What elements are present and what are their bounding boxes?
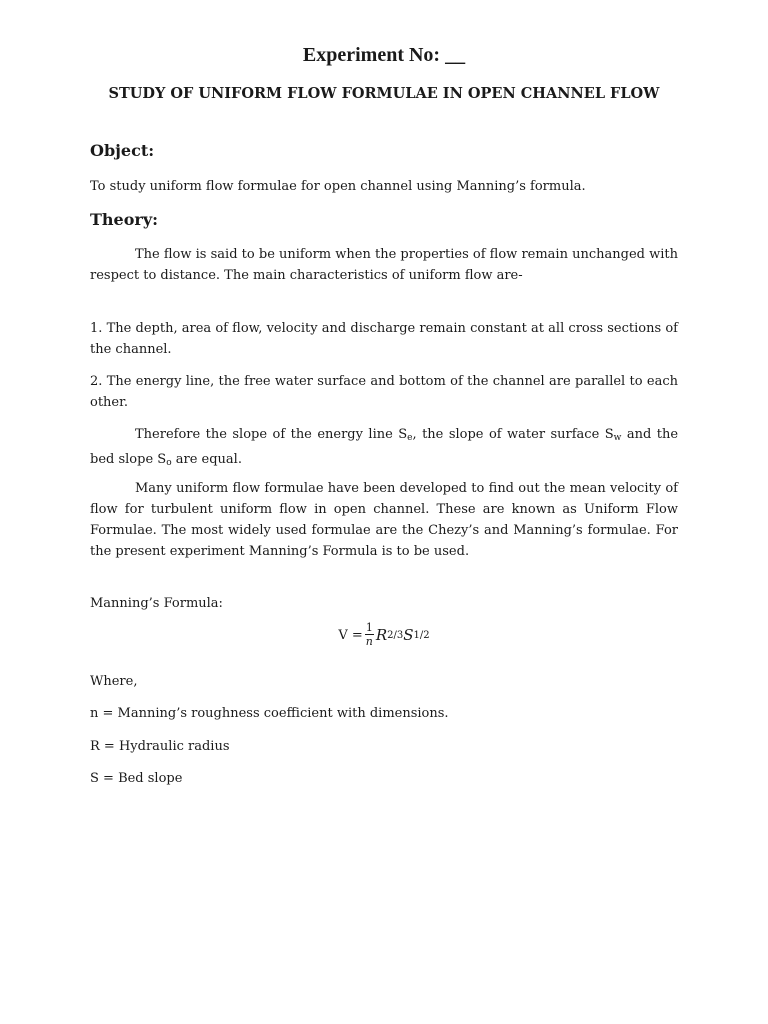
experiment-title: Experiment No: __: [302, 44, 466, 66]
definition-n: n = Manning’s roughness coefficient with dimensions.: [90, 706, 449, 721]
formula-label: Manning’s Formula:: [90, 596, 223, 611]
definition-r: R = Hydraulic radius: [90, 739, 230, 754]
formula-s: S: [403, 626, 414, 644]
subscript-w: w: [613, 433, 622, 443]
characteristic-item-1: 1. The depth, area of flow, velocity and discharge remain constant at all cross sections of the channel.: [90, 321, 678, 357]
slope-text-a: Therefore the slope of the energy line S: [135, 427, 408, 442]
experiment-subtitle: STUDY OF UNIFORM FLOW FORMULAE IN OPEN CHANNEL FLOW: [108, 85, 660, 102]
mannings-formula: [0, 622, 768, 648]
formula-r-exponent: 2/3: [387, 629, 404, 641]
definition-s: S = Bed slope: [90, 771, 183, 786]
slope-text-b: , the slope of water surface S: [412, 427, 614, 442]
formula-lhs: V =: [338, 627, 363, 643]
fraction-numerator: 1: [365, 621, 373, 634]
fraction-denominator: n: [365, 635, 373, 648]
slope-text-d: are equal.: [171, 452, 242, 467]
theory-paragraph-3: Many uniform flow formulae have been developed to find out the mean velocity of flow for turbulent uniform flow in open channel. These are known as Uniform Flow Formulae. The most widely used formulae are the Chezy’s and Manning’s formulae. For the present experiment Manning’s Formula is to be used.: [90, 481, 678, 559]
characteristic-item-2: 2. The energy line, the free water surface and bottom of the channel are parallel to each other.: [90, 374, 678, 410]
subscript-o: o: [166, 458, 172, 468]
theory-paragraph-2: [90, 424, 678, 474]
slope-text-c: and the bed slope S: [90, 427, 679, 467]
theory-heading: Theory:: [90, 210, 159, 229]
theory-paragraph-1: The flow is said to be uniform when the properties of flow remain unchanged with respect to distance. The main characteristics of uniform flow are-: [90, 247, 678, 283]
formula-s-exponent: 1/2: [413, 629, 430, 641]
object-text: To study uniform flow formulae for open channel using Manning’s formula.: [90, 179, 586, 194]
subscript-e: e: [407, 433, 413, 443]
where-label: Where,: [90, 674, 138, 689]
formula-r: R: [375, 626, 388, 644]
formula-fraction: [365, 622, 374, 648]
object-heading: Object:: [90, 141, 155, 160]
